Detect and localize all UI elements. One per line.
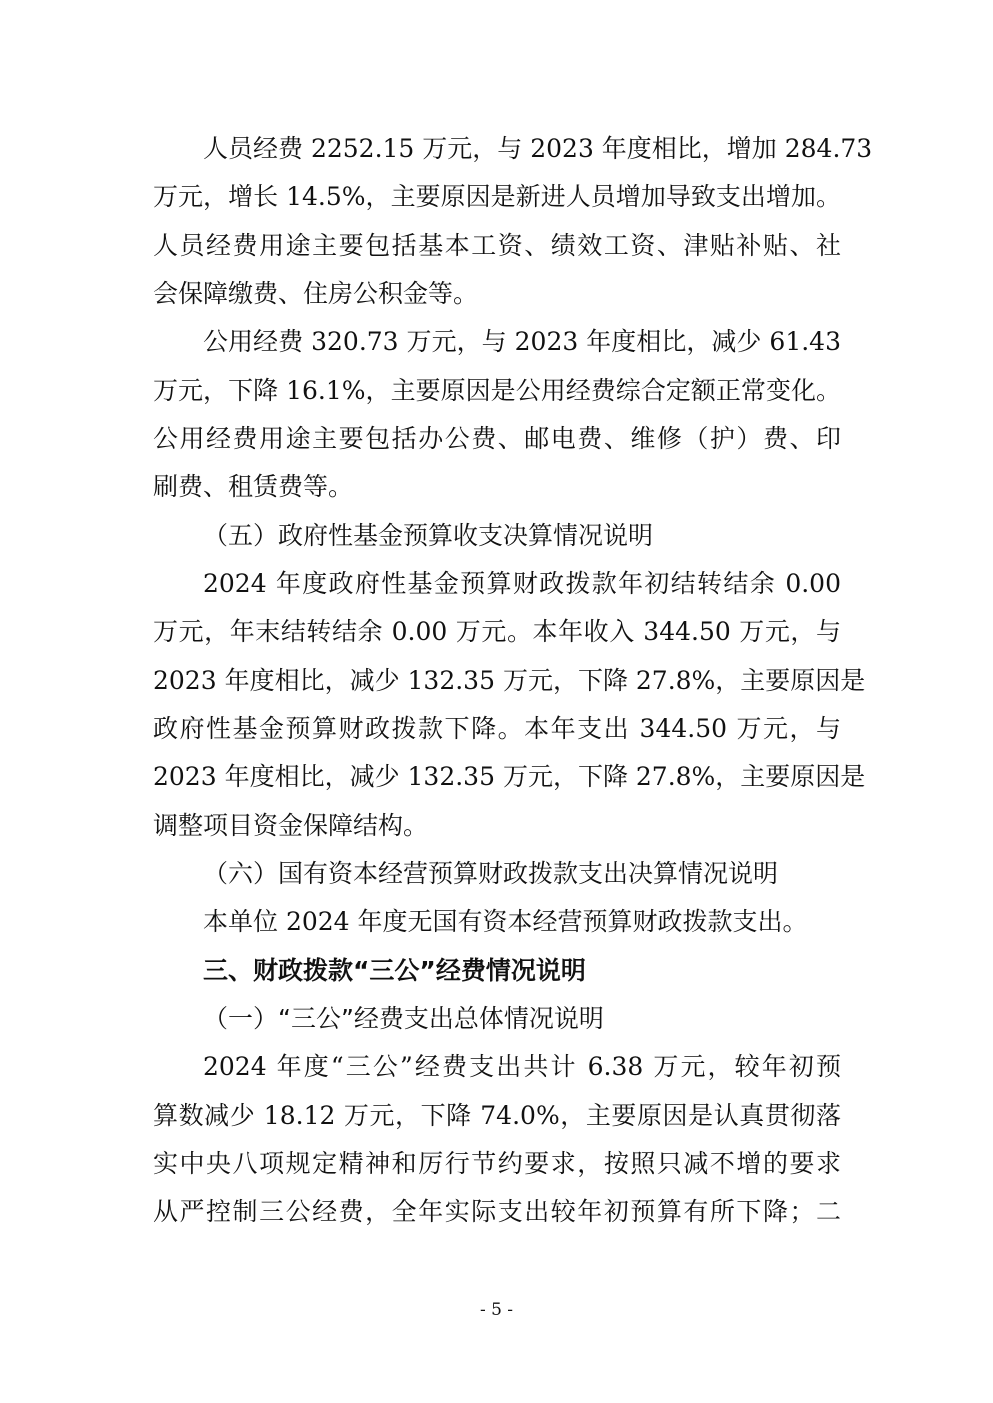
paragraph-three-public-line-2: 算数减少 18.12 万元，下降 74.0%，主要原因是认真贯彻落	[153, 1101, 841, 1130]
paragraph-personnel-line-2: 万元，增长 14.5%，主要原因是新进人员增加导致支出增加。	[153, 182, 841, 211]
paragraph-personnel-line-4: 会保障缴费、住房公积金等。	[153, 279, 479, 308]
page-number: - 5 -	[479, 1300, 514, 1320]
paragraph-state-capital: 本单位 2024 年度无国有资本经营预算财政拨款支出。	[203, 907, 808, 936]
paragraph-personnel-line-1: 人员经费 2252.15 万元，与 2023 年度相比，增加 284.73	[203, 134, 873, 163]
paragraph-fund-line-6: 调整项目资金保障结构。	[153, 811, 429, 840]
paragraph-three-public-line-3: 实中央八项规定精神和厉行节约要求，按照只减不增的要求	[153, 1149, 841, 1178]
paragraph-three-public-line-4: 从严控制三公经费，全年实际支出较年初预算有所下降；二	[153, 1197, 841, 1226]
paragraph-public-line-3: 公用经费用途主要包括办公费、邮电费、维修（护）费、印	[153, 424, 841, 453]
section-heading-three-public-overall: （一）“三公”经费支出总体情况说明	[203, 1004, 604, 1033]
paragraph-fund-line-3: 2023 年度相比，减少 132.35 万元，下降 27.8%，主要原因是	[153, 666, 866, 695]
section-heading-fund-budget: （五）政府性基金预算收支决算情况说明	[203, 521, 654, 550]
paragraph-personnel-line-3: 人员经费用途主要包括基本工资、绩效工资、津贴补贴、社	[153, 231, 841, 260]
paragraph-fund-line-2: 万元，年末结转结余 0.00 万元。本年收入 344.50 万元，与	[153, 617, 841, 646]
paragraph-public-line-2: 万元，下降 16.1%，主要原因是公用经费综合定额正常变化。	[153, 376, 841, 405]
paragraph-public-line-4: 刷费、租赁费等。	[153, 472, 354, 501]
paragraph-three-public-line-1: 2024 年度“三公”经费支出共计 6.38 万元，较年初预	[203, 1052, 841, 1081]
paragraph-public-line-1: 公用经费 320.73 万元，与 2023 年度相比，减少 61.43	[203, 327, 841, 356]
paragraph-fund-line-5: 2023 年度相比，减少 132.35 万元，下降 27.8%，主要原因是	[153, 762, 866, 791]
chapter-heading-three-public: 三、财政拨款“三公”经费情况说明	[203, 956, 586, 985]
section-heading-state-capital: （六）国有资本经营预算财政拨款支出决算情况说明	[203, 859, 779, 888]
paragraph-fund-line-1: 2024 年度政府性基金预算财政拨款年初结转结余 0.00	[203, 569, 841, 598]
paragraph-fund-line-4: 政府性基金预算财政拨款下降。本年支出 344.50 万元，与	[153, 714, 841, 743]
